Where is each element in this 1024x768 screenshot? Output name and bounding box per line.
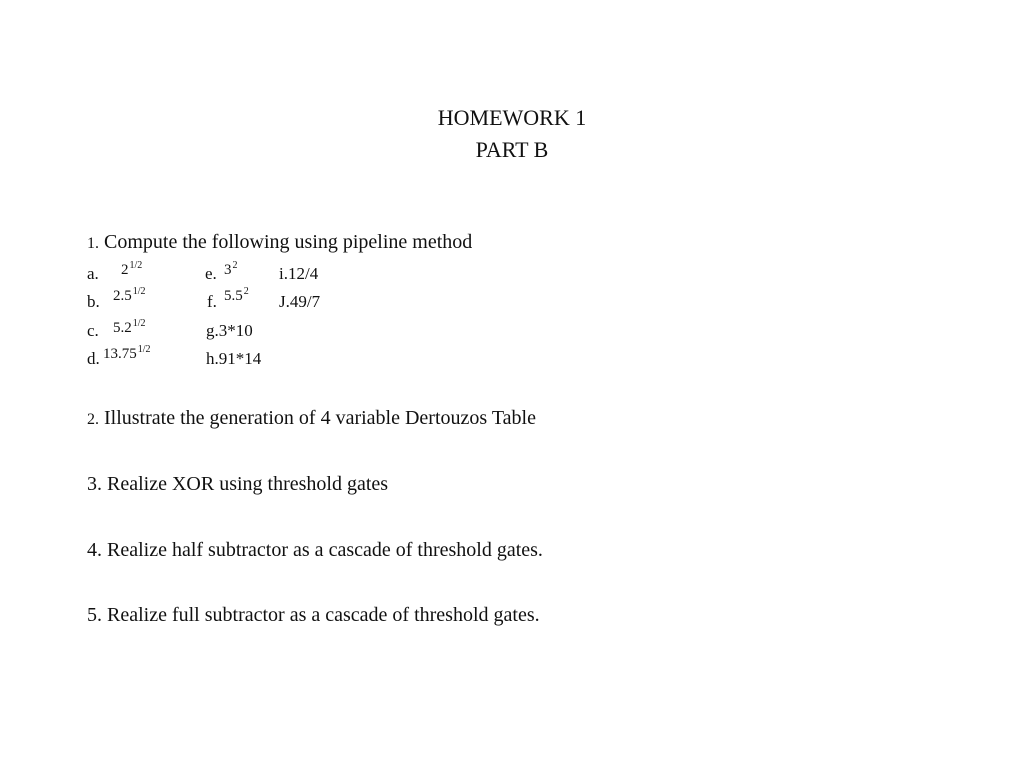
title-line-2: PART B <box>475 137 549 162</box>
title-line-1: HOMEWORK 1 <box>437 105 587 130</box>
question-1-text: Compute the following using pipeline method <box>104 231 473 253</box>
item-d-label: d. <box>87 349 100 368</box>
item-b-expression <box>113 288 146 304</box>
question-5: 5. Realize full subtractor as a cascade of threshold gates. <box>87 604 540 626</box>
item-h: h.91*14 <box>206 349 262 368</box>
item-b-exponent: 1/2 <box>132 286 146 297</box>
item-e-expression <box>224 262 238 278</box>
item-g: g.3*10 <box>206 321 253 340</box>
item-c-exponent: 1/2 <box>132 318 146 329</box>
item-b-base: 2.5 <box>113 288 132 304</box>
item-d-exponent: 1/2 <box>137 344 151 355</box>
item-j: J.49/7 <box>279 292 321 311</box>
item-e-label: e. <box>205 264 217 283</box>
item-c-label: c. <box>87 321 99 340</box>
item-f-exponent: 2 <box>243 286 249 297</box>
item-a-label: a. <box>87 264 99 283</box>
item-e-exponent: 2 <box>232 260 238 271</box>
question-2 <box>87 408 536 428</box>
question-3: 3. Realize XOR using threshold gates <box>87 473 389 495</box>
item-f-label: f. <box>207 292 217 311</box>
question-2-number: 2. <box>87 411 99 428</box>
item-a-base: 2 <box>121 262 129 278</box>
item-d-base: 13.75 <box>103 346 137 362</box>
question-1 <box>87 232 472 252</box>
question-2-text: Illustrate the generation of 4 variable Dertouzos Table <box>104 407 536 429</box>
question-1-number: 1. <box>87 235 99 252</box>
item-c-base: 5.2 <box>113 320 132 336</box>
item-a-exponent: 1/2 <box>129 260 143 271</box>
item-f-base: 5.5 <box>224 288 243 304</box>
item-d-expression <box>103 346 151 362</box>
item-e-base: 3 <box>224 262 232 278</box>
item-a-expression <box>121 262 142 278</box>
item-f-expression <box>224 288 249 304</box>
item-c-expression <box>113 320 146 336</box>
item-b-label: b. <box>87 292 100 311</box>
question-4: 4. Realize half subtractor as a cascade of threshold gates. <box>87 539 543 561</box>
item-i: i.12/4 <box>279 264 319 283</box>
